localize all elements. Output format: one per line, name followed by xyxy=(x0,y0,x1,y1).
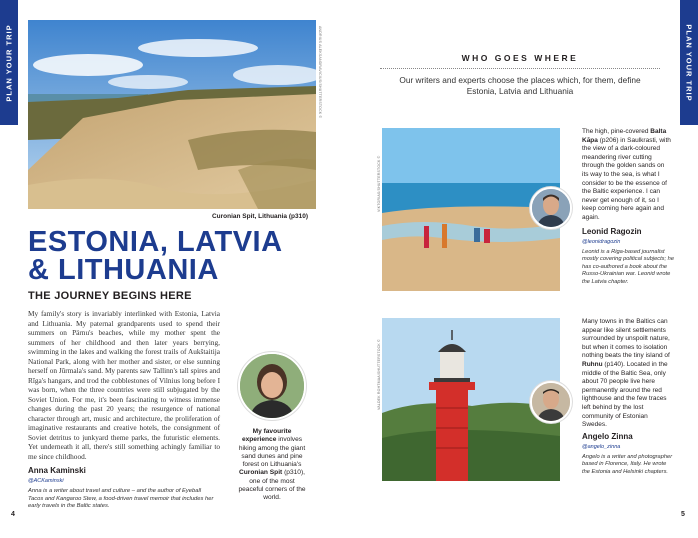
author-left-bio: Anna is a writer about travel and culture – and the author of Eyeball Tacos and Kangaroo Stew, a food-driven travel memoir that includes her early travels in the Baltic states. xyxy=(28,488,214,509)
title-line-1: ESTONIA, LATVIA xyxy=(28,226,283,258)
expert2-portrait xyxy=(532,383,570,421)
who-intro: Our writers and experts choose the places which, for them, define Estonia, Latvia and Lithuania xyxy=(399,75,641,96)
beach-photo-credit: VIKTORIAS/SHUTTERSTOCK © xyxy=(377,155,381,212)
favourite-place: Curonian Spit xyxy=(239,469,283,477)
expert1-quote xyxy=(582,128,672,223)
lighthouse-photo-credit: VALDEK ROHTMAA/SHUTTERSTOCK © xyxy=(377,339,381,410)
favourite-text-1: involves hiking among the giant sand dunes and pine forest on Lithuania's xyxy=(238,436,306,469)
expert1-handle: @leonidragozin xyxy=(582,239,621,245)
expert2-place: Ruhnu xyxy=(582,360,603,368)
expert2-handle: @angelo_zinna xyxy=(582,444,621,450)
favourite-text-2: (p310), one of the most peaceful corners of the world. xyxy=(238,469,306,502)
expert1-name: Leonid Ragozin xyxy=(582,227,642,236)
side-tab-right-label: PLAN YOUR TRIP xyxy=(684,23,694,102)
expert2-text-1: Many towns in the Baltics can appear like silent settlements surrounded by unspoilt nature, but when it comes to isolation nothing beats the tiny island of xyxy=(582,318,670,360)
main-photo-credit: ANDRIUS ALEKSANDRAVICIUS/SHUTTERSTOCK © xyxy=(318,26,322,119)
author-left-avatar xyxy=(238,352,306,420)
author-left-handle: @ACKaminski xyxy=(28,478,64,484)
expert2-bio: Angelo is a writer and photographer based in Florence, Italy. He wrote the Estonia and Helsinki chapters. xyxy=(582,454,673,475)
expert1-text-2: (p206) in Saulkrasti, with the view of a dark-coloured meandering river cutting through the golden sands on its way to the sea, is what I consider to be the essence of the Baltic experience. I can never get enough of it, so I keep coming here again and again. xyxy=(582,136,671,221)
side-tab-right xyxy=(680,0,698,125)
expert1-bio: Leonid is a Riga-based journalist mostly covering political subjects; he has co-authored a book about the Russo-Ukrainian war. Leonid wrote the Latvia chapter. xyxy=(582,249,674,285)
intro-paragraph: My family's story is invariably interlinked with Estonia, Latvia and Lithuania. My paternal grandparents used to spend their summers on Pärnu's beaches, while my mother spent the summers of her childhood and then later years berrying, swimming in the lakes and walking the forest trails of Aukštaitija National Park, along with her mother and sister, or else sunning herself on Jūrmala's sand. My parents saw Tallinn's tall spires and Rīga's hangars, and trod the cobblestones of Vilnius long before I was born, when the three countries were still subjugated by the Soviet Union. For me, it's been fascinating to witness immense changes during the past 20 years; the resurgence of national character through art, music and architecture, the proliferation of imaginative restaurants and creative hotels, the consignment of Soviet detritus to junkyard theme parks, the futuristic elements. Yet underneath it all, there's still something achingly familiar to me since childhood. xyxy=(28,309,220,461)
expert2-text-2: (p140). Located in the middle of the Baltic Sea, only about 70 people live here permanently around the red lighthouse and the few traces left behind by the lost community of Estonian Swedes. xyxy=(582,360,668,429)
side-tab-left xyxy=(0,0,18,125)
expert2-name: Angelo Zinna xyxy=(582,432,633,441)
expert1-place: Balta Kāpa xyxy=(582,128,667,144)
title-line-2: & LITHUANIA xyxy=(28,254,219,286)
expert2-quote xyxy=(582,318,672,430)
who-divider xyxy=(380,68,660,69)
expert1-portrait xyxy=(532,189,570,227)
expert1-avatar xyxy=(530,187,572,229)
page-number-left: 4 xyxy=(11,511,15,518)
author-left-portrait xyxy=(240,354,304,418)
author-left-name: Anna Kaminski xyxy=(28,466,86,475)
favourite-lead: My favourite experience xyxy=(241,428,292,444)
who-goes-where-heading: WHO GOES WHERE xyxy=(461,53,579,63)
page-title xyxy=(28,228,283,284)
main-photo-caption: Curonian Spit, Lithuania (p310) xyxy=(211,213,308,220)
expert2-avatar xyxy=(530,381,572,423)
curonian-spit-photo xyxy=(28,20,316,209)
page-subtitle: THE JOURNEY BEGINS HERE xyxy=(28,290,192,302)
page-number-right: 5 xyxy=(681,511,685,518)
side-tab-left-label: PLAN YOUR TRIP xyxy=(4,23,14,102)
expert1-text-1: The high, pine-covered xyxy=(582,128,651,135)
favourite-experience xyxy=(236,428,308,503)
dunes-illustration xyxy=(28,20,316,209)
